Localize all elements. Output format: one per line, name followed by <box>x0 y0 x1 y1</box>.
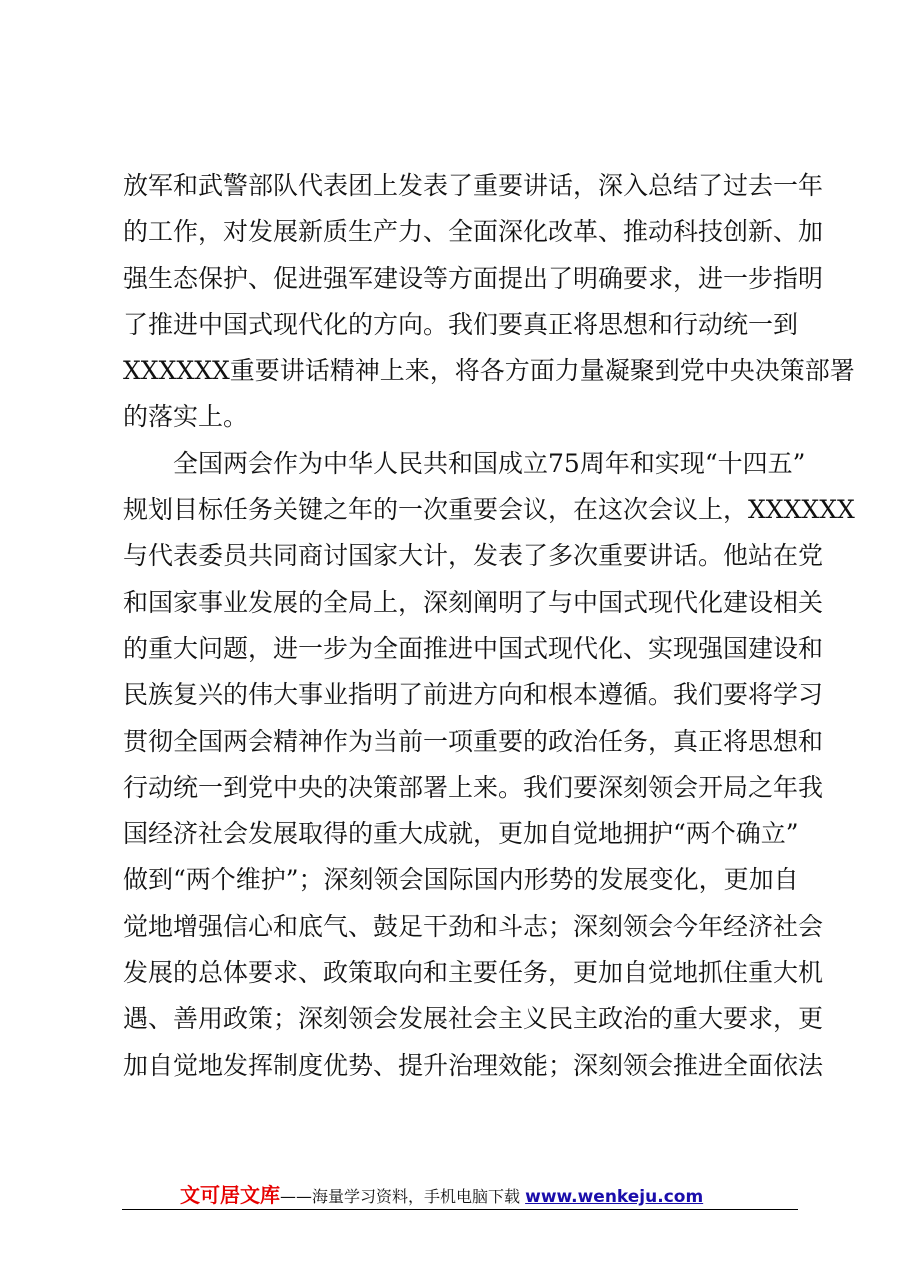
text-line: 贯彻全国两会精神作为当前一项重要的政治任务，真正将思想和 <box>123 726 824 756</box>
text-line: 的工作，对发展新质生产力、全面深化改革、推动科技创新、加 <box>123 217 824 247</box>
text-line: 与代表委员共同商讨国家大计，发表了多次重要讲话。他站在党 <box>123 541 824 571</box>
footer-url-link[interactable]: www.wenkeju.com <box>525 1187 704 1207</box>
footer-brand: 文可居文库 <box>180 1183 280 1207</box>
text-line: 和国家事业发展的全局上，深刻阐明了与中国式现代化建设相关 <box>123 587 824 617</box>
text-line: 的落实上。 <box>123 402 249 432</box>
footer-banner <box>180 1182 703 1208</box>
text-line: 民族复兴的伟大事业指明了前进方向和根本遵循。我们要将学习 <box>123 680 824 710</box>
footer-divider <box>122 1209 798 1210</box>
paragraph-2 <box>123 441 855 1089</box>
footer-dash: —— <box>280 1187 312 1206</box>
text-line: 放军和武警部队代表团上发表了重要讲话，深入总结了过去一年 <box>123 171 824 200</box>
text-line: 觉地增强信心和底气、鼓足干劲和斗志；深刻领会今年经济社会 <box>123 911 824 941</box>
text-line: XXXXXX重要讲话精神上来，将各方面力量凝聚到党中央决策部署 <box>123 356 855 386</box>
text-line: 了推进中国式现代化的方向。我们要真正将思想和行动统一到 <box>123 309 799 339</box>
text-line: 国经济社会发展取得的重大成就，更加自觉地拥护“两个确立” <box>123 819 799 849</box>
body-text <box>123 163 855 1089</box>
text-line: 规划目标任务关键之年的一次重要会议，在这次会议上，XXXXXX <box>123 495 855 525</box>
text-line: 加自觉地发挥制度优势、提升治理效能；深刻领会推进全面依法 <box>123 1050 824 1080</box>
text-line: 强生态保护、促进强军建设等方面提出了明确要求，进一步指明 <box>123 263 824 293</box>
text-line: 发展的总体要求、政策取向和主要任务，更加自觉地抓住重大机 <box>123 958 824 988</box>
text-line: 的重大问题，进一步为全面推进中国式现代化、实现强国建设和 <box>123 633 824 663</box>
text-line: 做到“两个维护”；深刻领会国际国内形势的发展变化，更加自 <box>123 865 799 895</box>
text-line: 行动统一到党中央的决策部署上来。我们要深刻领会开局之年我 <box>123 772 824 802</box>
text-line: 遇、善用政策；深刻领会发展社会主义民主政治的重大要求，更 <box>123 1004 824 1034</box>
text-line: 全国两会作为中华人民共和国成立75周年和实现“十四五” <box>123 448 806 478</box>
footer-slogan: 海量学习资料，手机电脑下载 <box>312 1187 521 1206</box>
paragraph-1 <box>123 163 855 441</box>
